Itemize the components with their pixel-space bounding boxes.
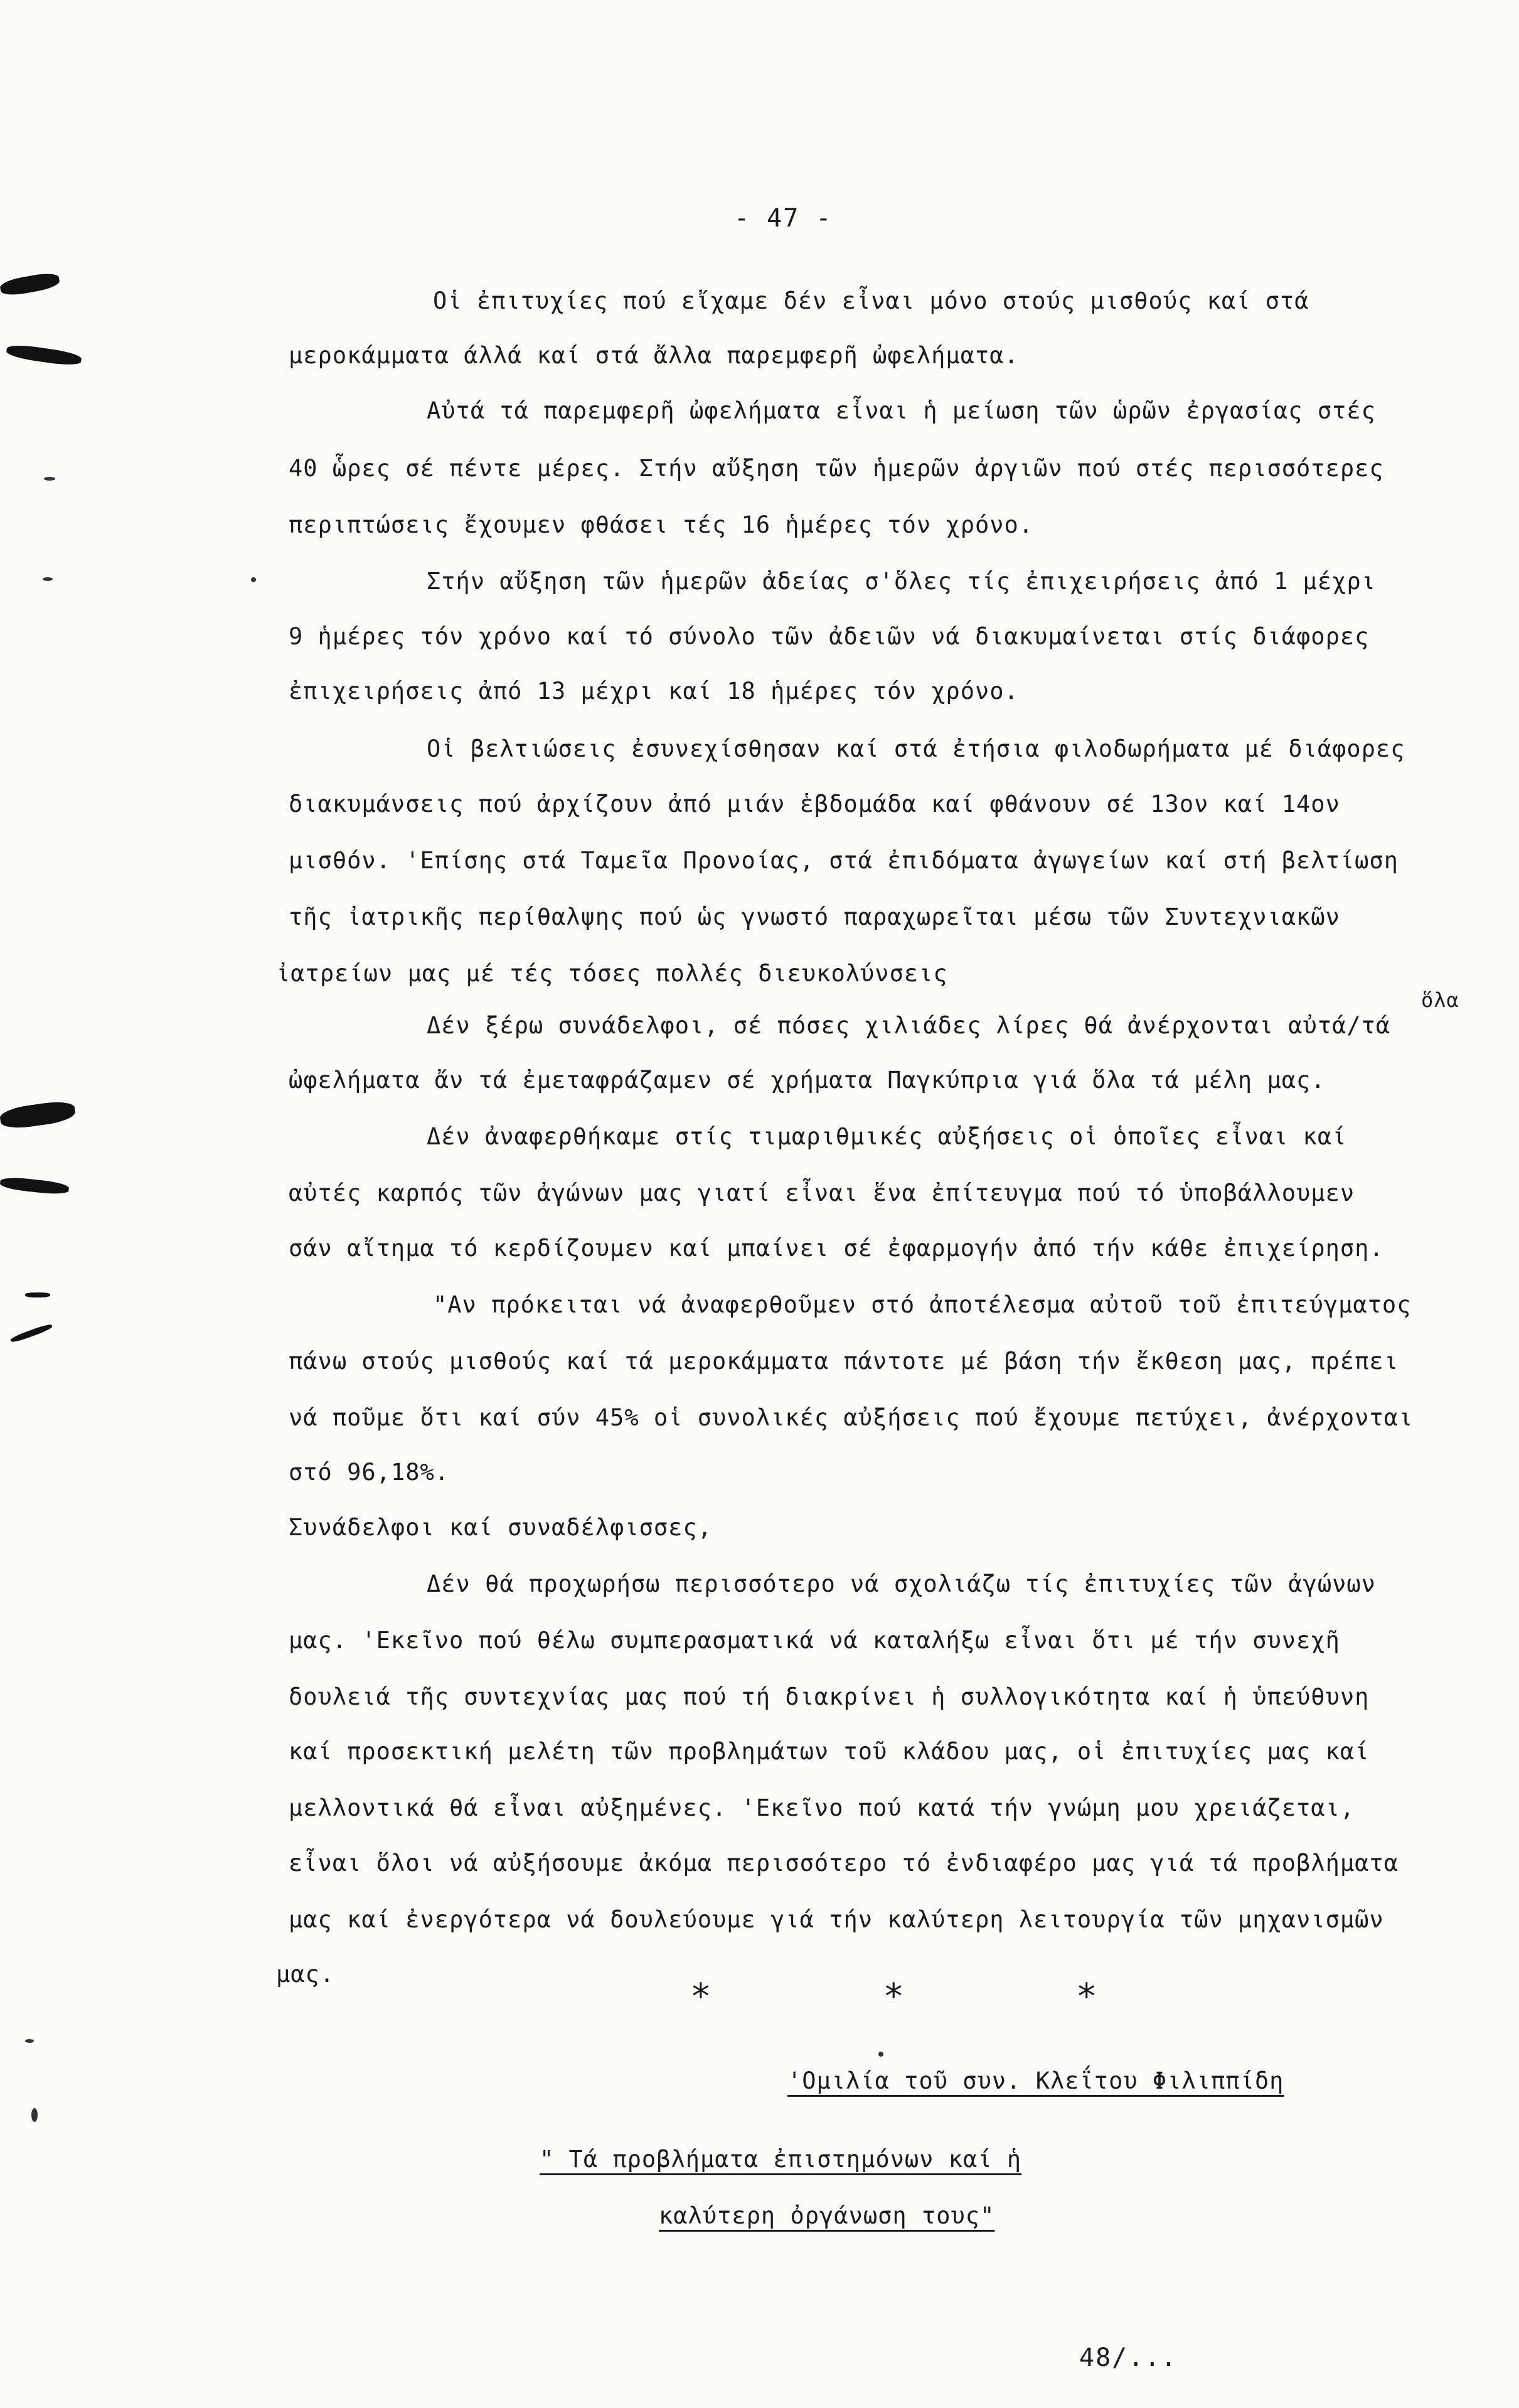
- text-line: Οἱ βελτιώσεις ἐσυνεχίσθησαν καί στά ἐτήσια φιλοδωρήματα μέ διάφορες: [427, 735, 1405, 762]
- text-line: πάνω στούς μισθούς καί τά μεροκάμματα πάντοτε μέ βάση τήν ἔκθεση μας, πρέπει: [289, 1348, 1399, 1375]
- text-line: Δέν ξέρω συνάδελφοι, σέ πόσες χιλιάδες λίρες θά ἀνέρχονται αὐτά/τά: [427, 1012, 1391, 1039]
- text-line: 40 ὧρες σέ πέντε μέρες. Στήν αὔξηση τῶν ἡμερῶν ἀργιῶν πού στές περισσότερες: [289, 455, 1384, 482]
- text-line: τῆς ἰατρικῆς περίθαλψης πού ὡς γνωστό παραχωρεῖται μέσω τῶν Συντεχνιακῶν: [289, 903, 1340, 930]
- text-line: μας καί ἐνεργότερα νά δουλεύουμε γιά τήν καλύτερη λειτουργία τῶν μηχανισμῶν: [289, 1906, 1384, 1933]
- page-number: - 47 -: [734, 204, 833, 233]
- scan-mark: [9, 1323, 53, 1343]
- text-line: μεροκάμματα άλλά καί στά ἄλλα παρεμφερῆ ὠφελήματα.: [289, 342, 1019, 369]
- text-line: Δέν ἀναφερθήκαμε στίς τιμαριθμικές αὐξήσεις οἱ ὁποῖες εἶναι καί: [427, 1123, 1347, 1150]
- text-line: δουλειά τῆς συντεχνίας μας πού τή διακρίνει ἡ συλλογικότητα καί ἡ ὑπεύθυνη: [289, 1683, 1370, 1710]
- scan-mark: [0, 1099, 77, 1131]
- scan-speck: [878, 2052, 883, 2057]
- text-line: Στήν αὔξηση τῶν ἡμερῶν ἀδείας σ'ὅλες τίς ἐπιχειρήσεις ἀπό 1 μέχρι: [427, 568, 1376, 595]
- scan-mark: [0, 1176, 70, 1195]
- scan-speck: [44, 477, 55, 481]
- text-line: στό 96,18%.: [289, 1459, 450, 1486]
- text-line: σάν αἴτημα τό κερδίζουμεν καί μπαίνει σέ ἐφαρμογήν ἀπό τήν κάθε ἐπιχείρηση.: [289, 1235, 1384, 1262]
- continuation-marker: 48/...: [1079, 2343, 1178, 2372]
- scan-mark: [25, 1292, 50, 1297]
- scan-mark: [0, 271, 61, 297]
- text-line: Δέν θά προχωρήσω περισσότερο νά σχολιάζω τίς ἐπιτυχίες τῶν ἀγώνων: [427, 1570, 1376, 1597]
- insertion-note: ὅλα: [1421, 988, 1459, 1012]
- topic-line-2: καλύτερη ὀργάνωση τους": [659, 2202, 995, 2229]
- text-line: μισθόν. 'Επίσης στά Ταμεῖα Προνοίας, στά ἐπιδόματα ἀγωγείων καί στή βελτίωση: [289, 847, 1399, 874]
- text-line: Οἱ ἐπιτυχίες πού εἴχαμε δέν εἶναι μόνο στούς μισθούς καί στά: [433, 287, 1309, 314]
- speech-title: 'Ομιλία τοῦ συν. Κλεΐτου Φιλιππίδη: [787, 2067, 1284, 2094]
- text-line: εἶναι ὅλοι νά αὐξήσουμε ἀκόμα περισσότερο τό ἐνδιαφέρο μας γιά τά προβλήματα: [289, 1850, 1399, 1877]
- text-line: Αὐτά τά παρεμφερῆ ὠφελήματα εἶναι ἡ μείωση τῶν ὡρῶν ἐργασίας στές: [427, 397, 1376, 424]
- text-line: καί προσεκτική μελέτη τῶν προβλημάτων τοῦ κλάδου μας, οἱ ἐπιτυχίες μας καί: [289, 1738, 1370, 1765]
- scan-mark: [6, 343, 82, 367]
- topic-line-1: " Τά προβλήματα ἐπιστημόνων καί ἡ: [540, 2146, 1022, 2173]
- section-separator: * * *: [690, 1976, 1173, 2017]
- scan-speck: [31, 2108, 38, 2122]
- text-line: Συνάδελφοι καί συναδέλφισσες,: [289, 1514, 713, 1541]
- text-line: μας. 'Εκεῖνο πού θέλω συμπερασματικά νά καταλήξω εἶναι ὅτι μέ τήν συνεχῆ: [289, 1627, 1340, 1654]
- text-line: ὠφελήματα ἄν τά ἐμεταφράζαμεν σέ χρήματα Παγκύπρια γιά ὅλα τά μέλη μας.: [289, 1067, 1326, 1094]
- text-line: μας.: [276, 1961, 335, 1988]
- text-line: "Αν πρόκειται νά ἀναφερθοῦμεν στό ἀποτέλεσμα αὐτοῦ τοῦ ἐπιτεύγματος: [433, 1291, 1412, 1318]
- text-line: ἰατρείων μας μέ τές τόσες πολλές διευκολύνσεις: [276, 960, 948, 987]
- text-line: αὐτές καρπός τῶν ἀγώνων μας γιατί εἶναι ἕνα ἐπίτευγμα πού τό ὑποβάλλουμεν: [289, 1180, 1355, 1207]
- scan-speck: [25, 2039, 34, 2043]
- text-line: ἐπιχειρήσεις ἀπό 13 μέχρι καί 18 ἡμέρες τόν χρόνο.: [289, 678, 1019, 705]
- text-line: περιπτώσεις ἔχουμεν φθάσει τές 16 ἡμέρες τόν χρόνο.: [289, 511, 1034, 538]
- text-line: διακυμάνσεις πού ἀρχίζουν ἀπό μιάν ἑβδομάδα καί φθάνουν σέ 13ον καί 14ον: [289, 791, 1340, 818]
- text-line: νά ποῦμε ὅτι καί σύν 45% οἱ συνολικές αὐξήσεις πού ἔχουμε πετύχει, ἀνέρχονται: [289, 1404, 1414, 1431]
- scan-speck: [251, 577, 256, 582]
- text-line: μελλοντικά θά εἶναι αὐξημένες. 'Εκεῖνο πού κατά τήν γνώμη μου χρειάζεται,: [289, 1794, 1355, 1821]
- text-line: 9 ἡμέρες τόν χρόνο καί τό σύνολο τῶν ἀδειῶν νά διακυμαίνεται στίς διάφορες: [289, 623, 1370, 650]
- scan-speck: [43, 577, 53, 581]
